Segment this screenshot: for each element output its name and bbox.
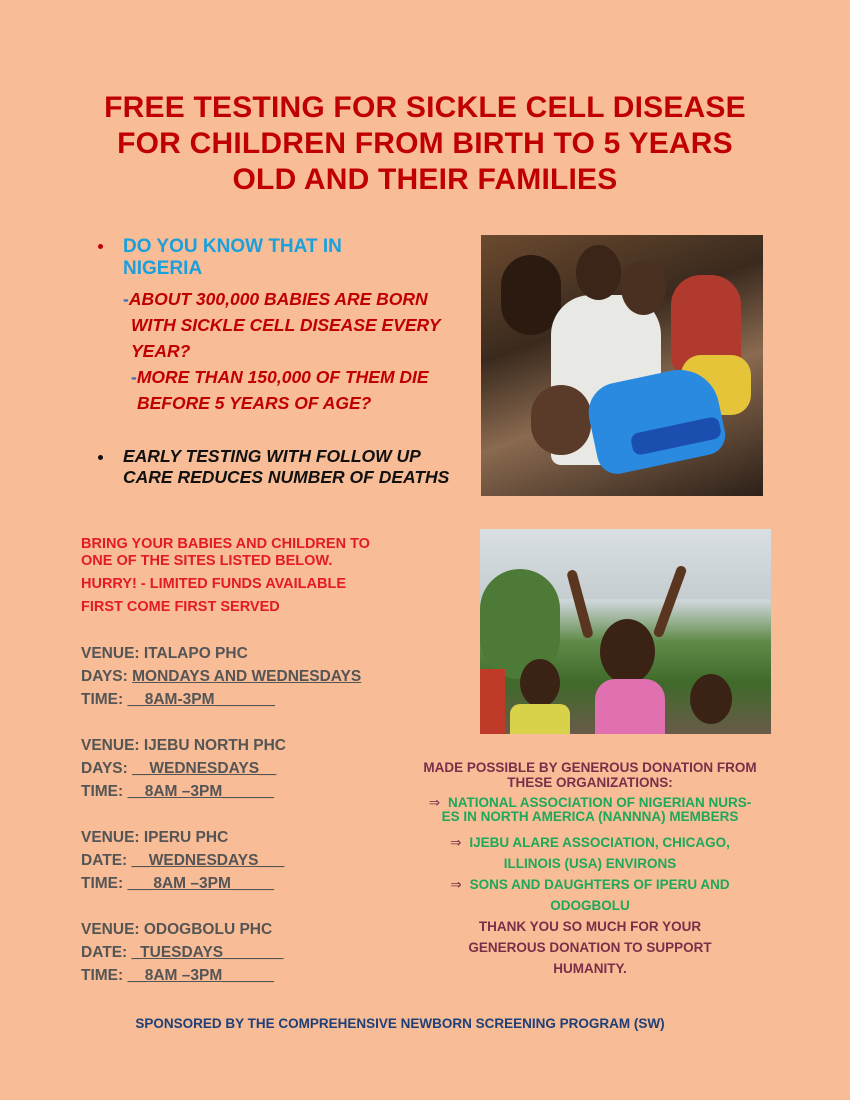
fact-line: YEAR? (131, 341, 191, 361)
title-line: OLD AND THEIR FAMILIES (232, 163, 618, 196)
thank-you-note (412, 916, 768, 979)
venue-block (81, 826, 421, 895)
question-line: NIGERIA (123, 258, 203, 279)
bring-children-notice (81, 536, 421, 622)
fact-bullets (96, 236, 476, 416)
sponsor-footer: SPONSORED BY THE COMPREHENSIVE NEWBORN SCREENING PROGRAM (SW) (135, 1016, 665, 1031)
bring-line: HURRY! - LIMITED FUNDS AVAILABLE (81, 576, 347, 592)
org-line: ODOGBOLU (550, 898, 630, 913)
venue-time: ___8AM –3PM_____ (127, 875, 274, 892)
org-line: ILLINOIS (USA) ENVIRONS (503, 856, 677, 871)
early-line: CARE REDUCES NUMBER OF DEATHS (123, 467, 450, 487)
bring-line: BRING YOUR BABIES AND CHILDREN TO (81, 536, 370, 552)
org-line: ES IN NORTH AMERICA (NANNNA) MEMBERS (441, 809, 739, 824)
arrow-right-icon: ⇒ (450, 877, 462, 892)
made-line: MADE POSSIBLE BY GENEROUS DONATION FROM (423, 760, 757, 775)
fact-line: MORE THAN 150,000 OF THEM DIE (136, 367, 429, 387)
dash-mark: - (131, 367, 137, 387)
thanks-line: THANK YOU SO MUCH FOR YOUR (478, 919, 702, 934)
dash-mark: - (123, 289, 129, 309)
title-line: FREE TESTING FOR SICKLE CELL DISEASE (104, 91, 746, 124)
days-label: DAYS: (81, 668, 128, 685)
venue-days: __WEDNESDAYS___ (131, 852, 285, 869)
fact-line: BEFORE 5 YEARS OF AGE? (137, 393, 372, 413)
time-label: TIME: (81, 875, 124, 892)
venue-time: __8AM-3PM_______ (127, 691, 275, 708)
bring-line: FIRST COME FIRST SERVED (81, 599, 280, 615)
fact-line: ABOUT 300,000 BABIES ARE BORN (128, 289, 428, 309)
venue-block (81, 734, 421, 803)
days-label: DATE: (81, 852, 128, 869)
bullet-question (96, 236, 476, 416)
donor-org-nannna (412, 796, 768, 824)
venue-time: __8AM –3PM______ (127, 783, 274, 800)
venue-days: MONDAYS AND WEDNESDAYS (132, 668, 362, 685)
org-line: NATIONAL ASSOCIATION OF NIGERIAN NURS- (448, 795, 752, 810)
venue-name: VENUE: ITALAPO PHC (81, 645, 248, 662)
donor-org-ijebu-alare (412, 832, 768, 874)
venue-days: __WEDNESDAYS__ (132, 760, 277, 777)
days-label: DAYS: (81, 760, 128, 777)
arrow-right-icon: ⇒ (450, 835, 462, 850)
venue-time: __8AM –3PM______ (127, 967, 274, 984)
thanks-line: HUMANITY. (553, 961, 627, 976)
venue-name: VENUE: IPERU PHC (81, 829, 229, 846)
bring-line: ONE OF THE SITES LISTED BELOW. (81, 553, 333, 569)
donor-acknowledgement (412, 760, 768, 979)
fact-line: WITH SICKLE CELL DISEASE EVERY (131, 315, 441, 335)
early-testing-bullet (96, 446, 476, 488)
made-line: THESE ORGANIZATIONS: (507, 775, 673, 790)
venue-days: _TUESDAYS_______ (131, 944, 284, 961)
title-line: FOR CHILDREN FROM BIRTH TO 5 YEARS (117, 127, 733, 160)
venue-block (81, 918, 421, 987)
question-line: DO YOU KNOW THAT IN (123, 236, 342, 257)
venue-list (81, 642, 421, 1010)
time-label: TIME: (81, 691, 124, 708)
thanks-line: GENEROUS DONATION TO SUPPORT (468, 940, 712, 955)
bullet-dot-icon (98, 244, 103, 249)
arrow-right-icon: ⇒ (428, 795, 441, 810)
page-title (60, 90, 790, 198)
photo-families-waiting (481, 235, 763, 496)
bullet-dot-icon (98, 455, 103, 460)
photo-children-cheering (480, 529, 771, 734)
venue-name: VENUE: IJEBU NORTH PHC (81, 737, 286, 754)
venue-block (81, 642, 421, 711)
time-label: TIME: (81, 967, 124, 984)
early-line: EARLY TESTING WITH FOLLOW UP (123, 446, 421, 466)
fact-300000 (123, 286, 476, 364)
made-possible-heading (412, 760, 768, 790)
org-line: SONS AND DAUGHTERS OF IPERU AND (469, 877, 730, 892)
org-line: IJEBU ALARE ASSOCIATION, CHICAGO, (469, 835, 730, 850)
donor-org-sons-daughters (412, 874, 768, 916)
time-label: TIME: (81, 783, 124, 800)
venue-name: VENUE: ODOGBOLU PHC (81, 921, 273, 938)
days-label: DATE: (81, 944, 128, 961)
fact-150000 (123, 364, 476, 416)
